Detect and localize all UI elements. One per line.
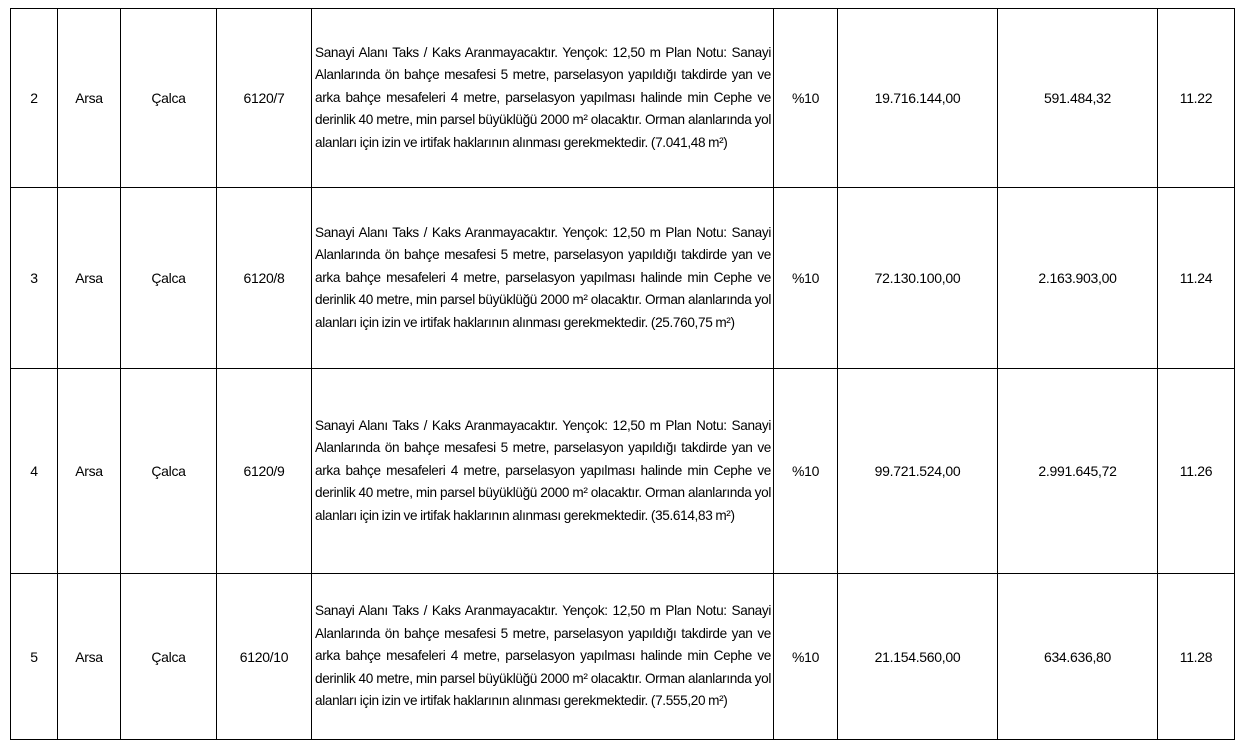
deposit-amount: 2.163.903,00: [998, 188, 1158, 369]
deposit-amount: 2.991.645,72: [998, 369, 1158, 574]
deposit-amount: 591.484,32: [998, 9, 1158, 188]
parcel-number: 6120/9: [217, 369, 312, 574]
deposit-amount: 634.636,80: [998, 574, 1158, 740]
property-location: Çalca: [121, 369, 217, 574]
estimated-value: 99.721.524,00: [838, 369, 998, 574]
tax-rate: %10: [774, 188, 838, 369]
property-type: Arsa: [58, 188, 121, 369]
property-description: Sanayi Alanı Taks / Kaks Aranmayacaktır. Yençok: 12,50 m Plan Notu: Sanayi Alanlarında ön bahçe mesafesi 5 metre, parselasyon yapıldığı takdirde yan ve arka bahçe mesafeleri 4 metre, parselasyon yapılması halinde min Cephe ve derinlik 40 metre, min parsel büyüklüğü 2000 m² olacaktır. Orman alanlarında yol alanları için izin ve irtifak haklarının alınması gerekmektedir. (7.555,20 m²): [312, 574, 774, 740]
row-number: 3: [11, 188, 58, 369]
parcel-number: 6120/8: [217, 188, 312, 369]
table-row: [11, 574, 1235, 740]
table-row: [11, 9, 1235, 188]
row-number: 2: [11, 9, 58, 188]
property-type: Arsa: [58, 9, 121, 188]
estimated-value: 72.130.100,00: [838, 188, 998, 369]
estimated-value: 21.154.560,00: [838, 574, 998, 740]
tax-rate: %10: [774, 369, 838, 574]
property-description: Sanayi Alanı Taks / Kaks Aranmayacaktır. Yençok: 12,50 m Plan Notu: Sanayi Alanlarında ön bahçe mesafesi 5 metre, parselasyon yapıldığı takdirde yan ve arka bahçe mesafeleri 4 metre, parselasyon yapılması halinde min Cephe ve derinlik 40 metre, min parsel büyüklüğü 2000 m² olacaktır. Orman alanlarında yol alanları için izin ve irtifak haklarının alınması gerekmektedir. (25.760,75 m²): [312, 188, 774, 369]
parcel-number: 6120/7: [217, 9, 312, 188]
property-description: Sanayi Alanı Taks / Kaks Aranmayacaktır. Yençok: 12,50 m Plan Notu: Sanayi Alanlarında ön bahçe mesafesi 5 metre, parselasyon yapıldığı takdirde yan ve arka bahçe mesafeleri 4 metre, parselasyon yapılması halinde min Cephe ve derinlik 40 metre, min parsel büyüklüğü 2000 m² olacaktır. Orman alanlarında yol alanları için izin ve irtifak haklarının alınması gerekmektedir. (35.614,83 m²): [312, 369, 774, 574]
tax-rate: %10: [774, 574, 838, 740]
table-row: [11, 188, 1235, 369]
property-description: Sanayi Alanı Taks / Kaks Aranmayacaktır. Yençok: 12,50 m Plan Notu: Sanayi Alanlarında ön bahçe mesafesi 5 metre, parselasyon yapıldığı takdirde yan ve arka bahçe mesafeleri 4 metre, parselasyon yapılması halinde min Cephe ve derinlik 40 metre, min parsel büyüklüğü 2000 m² olacaktır. Orman alanlarında yol alanları için izin ve irtifak haklarının alınması gerekmektedir. (7.041,48 m²): [312, 9, 774, 188]
table-row: [11, 369, 1235, 574]
auction-time: 11.24: [1158, 188, 1235, 369]
auction-time: 11.22: [1158, 9, 1235, 188]
property-location: Çalca: [121, 9, 217, 188]
property-type: Arsa: [58, 574, 121, 740]
row-number: 4: [11, 369, 58, 574]
row-number: 5: [11, 574, 58, 740]
property-location: Çalca: [121, 188, 217, 369]
parcel-number: 6120/10: [217, 574, 312, 740]
auction-time: 11.28: [1158, 574, 1235, 740]
auction-time: 11.26: [1158, 369, 1235, 574]
estimated-value: 19.716.144,00: [838, 9, 998, 188]
tax-rate: %10: [774, 9, 838, 188]
property-location: Çalca: [121, 574, 217, 740]
property-type: Arsa: [58, 369, 121, 574]
property-listing-table: [10, 8, 1235, 740]
